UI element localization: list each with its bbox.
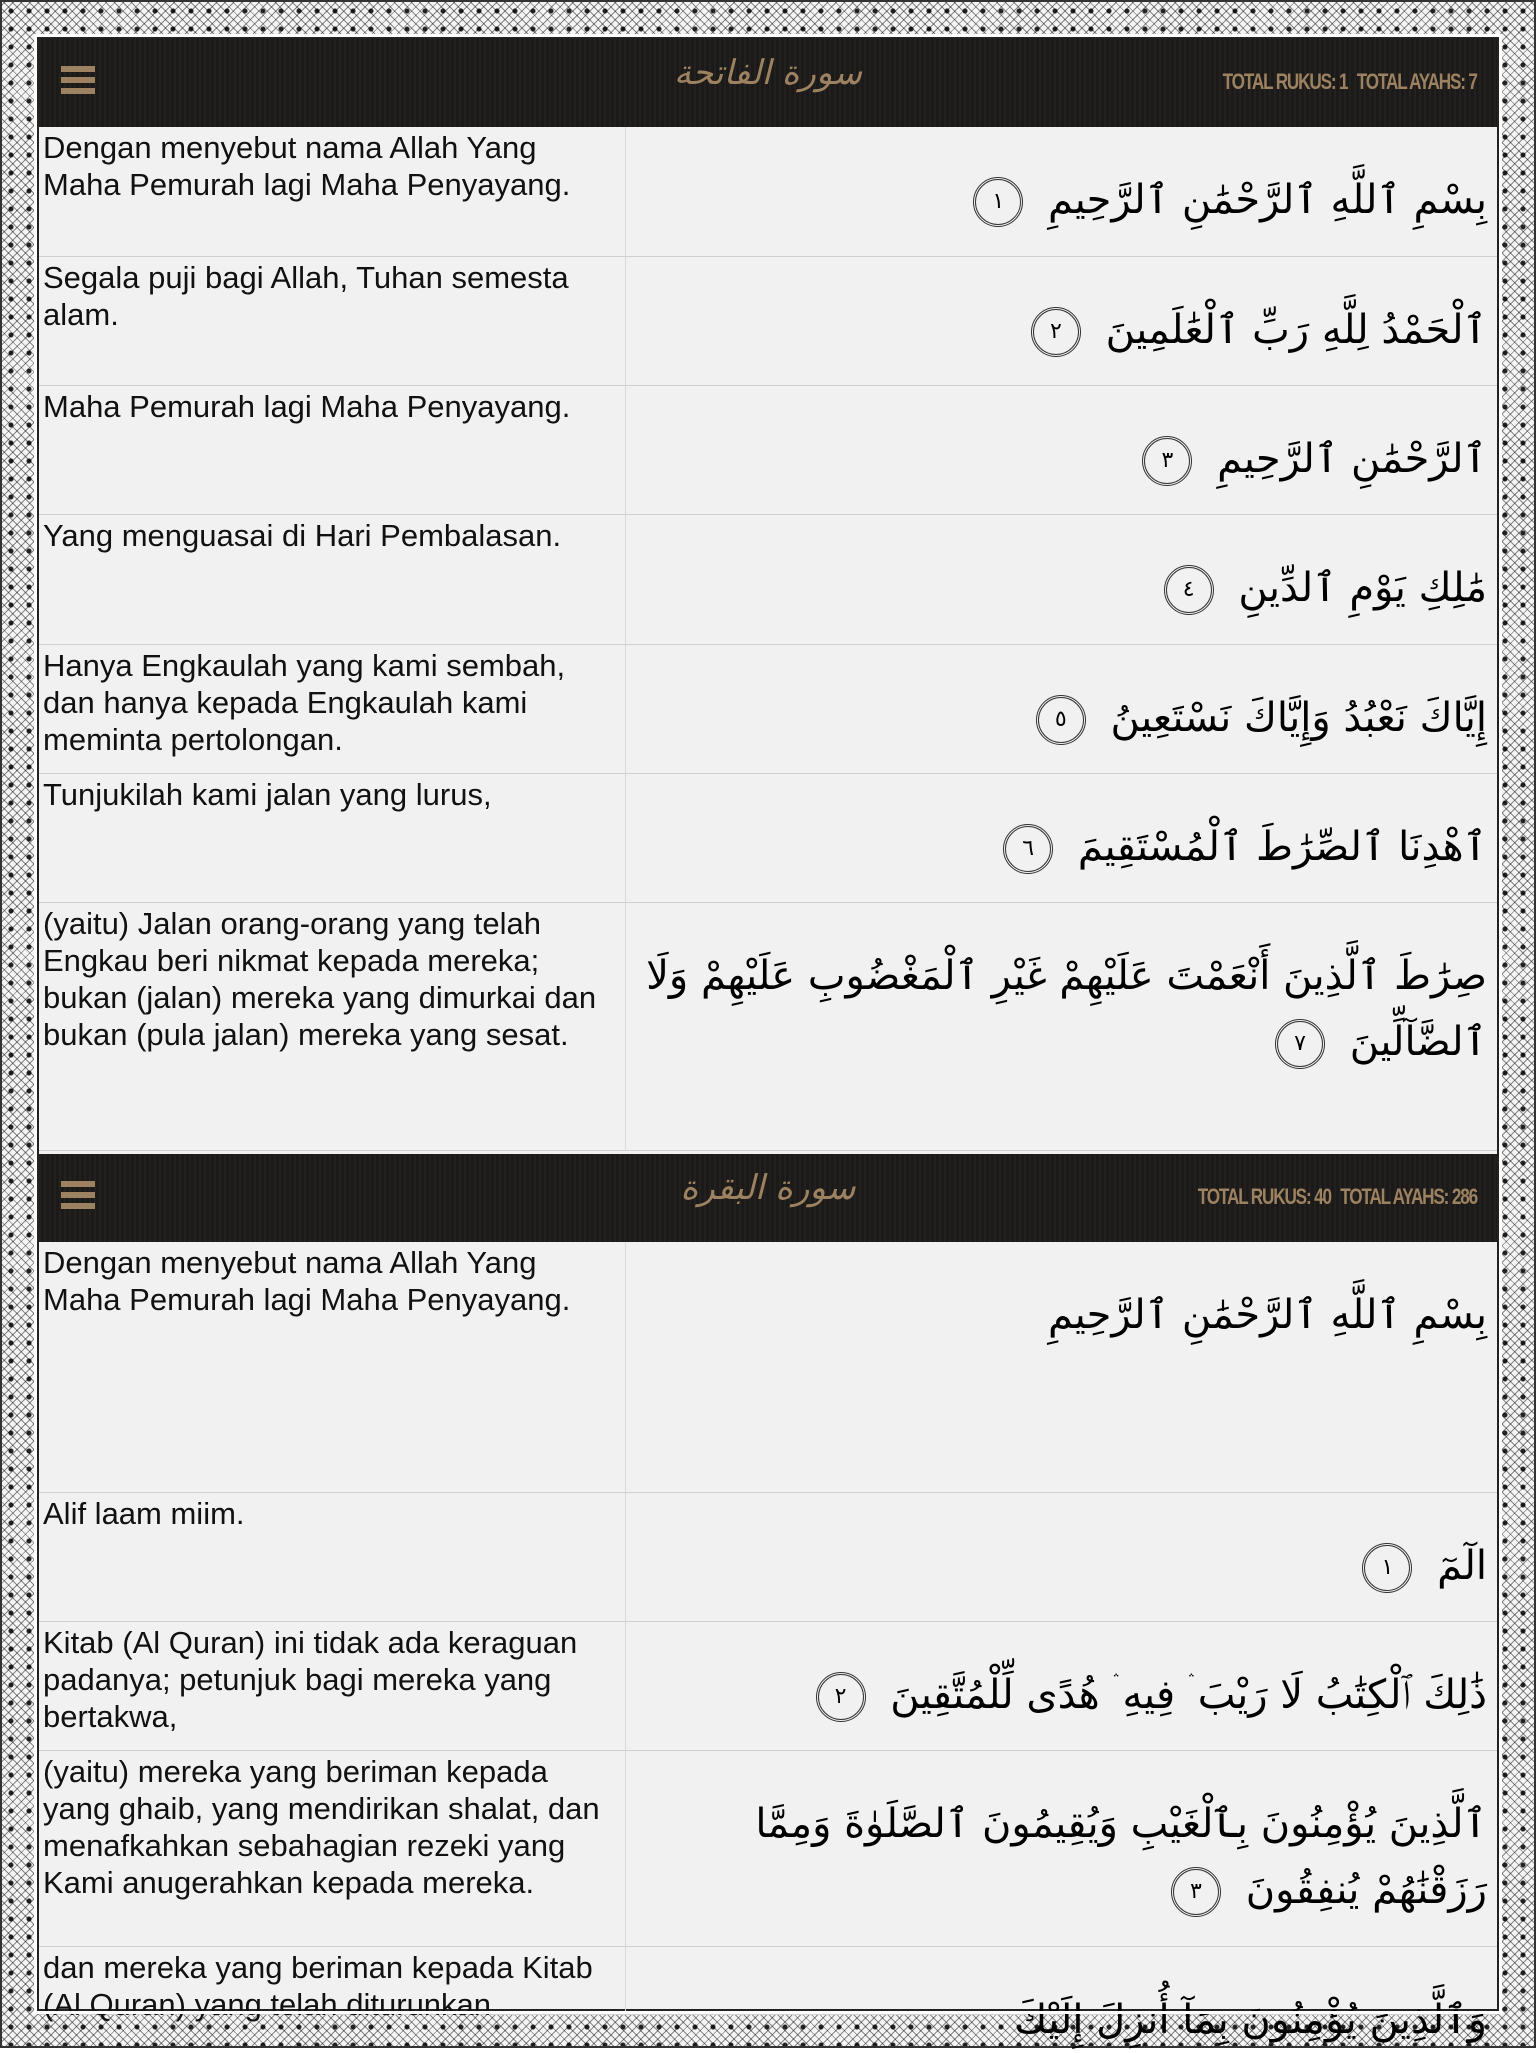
ayah-row[interactable] — [39, 515, 1497, 645]
ayah-arabic — [626, 386, 1497, 514]
ayah-row[interactable] — [39, 1947, 1497, 2043]
ayah-row[interactable] — [39, 127, 1497, 257]
ayah-translation: Yang menguasai di Hari Pembalasan. — [39, 515, 626, 644]
ayah-number-icon: ٦ — [1003, 824, 1053, 874]
ayah-arabic — [626, 1242, 1497, 1492]
surah-stats — [1214, 69, 1477, 95]
ayah-translation: Dengan menyebut nama Allah Yang Maha Pemurah lagi Maha Penyayang. — [39, 1242, 626, 1492]
ayah-number-icon: ٥ — [1036, 695, 1086, 745]
surah-header — [39, 39, 1497, 127]
ayah-row[interactable] — [39, 1242, 1497, 1493]
ayah-number-icon: ٣ — [1171, 1867, 1221, 1917]
arabic-text: ٱلَّذِينَ يُؤْمِنُونَ بِٱلْغَيْبِ وَيُقِيمُونَ ٱلصَّلَوٰةَ وَمِمَّا رَزَقْنَٰهُمْ يُنفِقُونَ — [755, 1801, 1487, 1913]
ayah-translation: Alif laam miim. — [39, 1493, 626, 1621]
ayah-number-icon: ٢ — [1031, 307, 1081, 357]
ayah-arabic — [626, 515, 1497, 644]
arabic-text: مَٰلِكِ يَوْمِ ٱلدِّينِ — [1238, 565, 1487, 611]
ayah-number-icon: ٧ — [1275, 1019, 1325, 1069]
ayah-translation: Segala puji bagi Allah, Tuhan semesta alam. — [39, 257, 626, 385]
ayah-arabic — [626, 903, 1497, 1150]
ayah-row[interactable] — [39, 386, 1497, 515]
ayah-number-icon: ٢ — [816, 1672, 866, 1722]
ayah-arabic — [626, 1947, 1497, 2043]
arabic-text: الٓمٓ — [1437, 1543, 1487, 1589]
ayah-translation: (yaitu) Jalan orang-orang yang telah Engkau beri nikmat kepada mereka; bukan (jalan) mereka yang dimurkai dan bukan (pula jalan) mereka yang sesat. — [39, 903, 626, 1150]
ayah-row[interactable] — [39, 1751, 1497, 1947]
ayah-row[interactable] — [39, 903, 1497, 1151]
ayah-arabic — [626, 1622, 1497, 1750]
ayah-row[interactable] — [39, 1493, 1497, 1622]
arabic-text: ذَٰلِكَ ٱلْكِتَٰبُ لَا رَيْبَ ۛ فِيهِ ۛ هُدًى لِّلْمُتَّقِينَ — [890, 1672, 1487, 1718]
ayah-translation: Dengan menyebut nama Allah Yang Maha Pemurah lagi Maha Penyayang. — [39, 127, 626, 256]
surah-header — [39, 1154, 1497, 1242]
reader-content[interactable] — [37, 37, 1499, 2043]
surah-title: سورة البقرة — [680, 1168, 856, 1208]
ayah-translation: dan mereka yang beriman kepada Kitab (Al Quran) yang telah diturunkan — [39, 1947, 626, 2014]
ayah-number-icon: ٣ — [1142, 436, 1192, 486]
total-ayahs: TOTAL AYAHS: 7 — [1357, 69, 1477, 94]
ayah-arabic — [626, 774, 1497, 902]
ayah-translation: Kitab (Al Quran) ini tidak ada keraguan padanya; petunjuk bagi mereka yang bertakwa, — [39, 1622, 626, 1750]
ayah-arabic — [626, 645, 1497, 773]
ayah-translation: Hanya Engkaulah yang kami sembah, dan hanya kepada Engkaulah kami meminta pertolongan. — [39, 645, 626, 773]
ayah-arabic — [626, 1493, 1497, 1621]
ayah-number-icon: ١ — [973, 177, 1023, 227]
ayah-row[interactable] — [39, 774, 1497, 903]
ayah-translation: (yaitu) mereka yang beriman kepada yang ghaib, yang mendirikan shalat, dan menafkahkan sebahagian rezeki yang Kami anugerahkan kepada mereka. — [39, 1751, 626, 1946]
ayah-translation: Tunjukilah kami jalan yang lurus, — [39, 774, 626, 902]
total-rukus: TOTAL RUKUS: 40 — [1197, 1184, 1331, 1209]
ayah-number-icon: ٤ — [1164, 565, 1214, 615]
ayah-row[interactable] — [39, 1622, 1497, 1751]
ayah-translation: Maha Pemurah lagi Maha Penyayang. — [39, 386, 626, 514]
surah-stats — [1188, 1184, 1477, 1210]
ayah-row[interactable] — [39, 645, 1497, 774]
arabic-text: وَٱلَّذِينَ يُؤْمِنُونَ بِمَآ أُنزِلَ إِلَيْكَ — [1014, 1997, 1487, 2043]
total-rukus: TOTAL RUKUS: 1 — [1222, 69, 1348, 94]
arabic-text: إِيَّاكَ نَعْبُدُ وَإِيَّاكَ نَسْتَعِينُ — [1110, 695, 1487, 741]
arabic-text: صِرَٰطَ ٱلَّذِينَ أَنْعَمْتَ عَلَيْهِمْ غَيْرِ ٱلْمَغْضُوبِ عَلَيْهِمْ وَلَا ٱلضَّآلِّينَ — [646, 953, 1487, 1065]
arabic-text: بِسْمِ ٱللَّهِ ٱلرَّحْمَٰنِ ٱلرَّحِيمِ — [1047, 1292, 1487, 1338]
arabic-text: ٱلْحَمْدُ لِلَّهِ رَبِّ ٱلْعَٰلَمِينَ — [1105, 307, 1487, 353]
surah-title: سورة الفاتحة — [673, 53, 863, 93]
arabic-text: بِسْمِ ٱللَّهِ ٱلرَّحْمَٰنِ ٱلرَّحِيمِ — [1047, 177, 1487, 223]
arabic-text: ٱهْدِنَا ٱلصِّرَٰطَ ٱلْمُسْتَقِيمَ — [1077, 824, 1487, 870]
total-ayahs: TOTAL AYAHS: 286 — [1340, 1184, 1477, 1209]
ayah-arabic — [626, 257, 1497, 385]
ayah-arabic — [626, 127, 1497, 256]
ayah-row[interactable] — [39, 257, 1497, 386]
arabic-text: ٱلرَّحْمَٰنِ ٱلرَّحِيمِ — [1217, 436, 1487, 482]
ayah-number-icon: ١ — [1362, 1543, 1412, 1593]
ayah-arabic — [626, 1751, 1497, 1946]
